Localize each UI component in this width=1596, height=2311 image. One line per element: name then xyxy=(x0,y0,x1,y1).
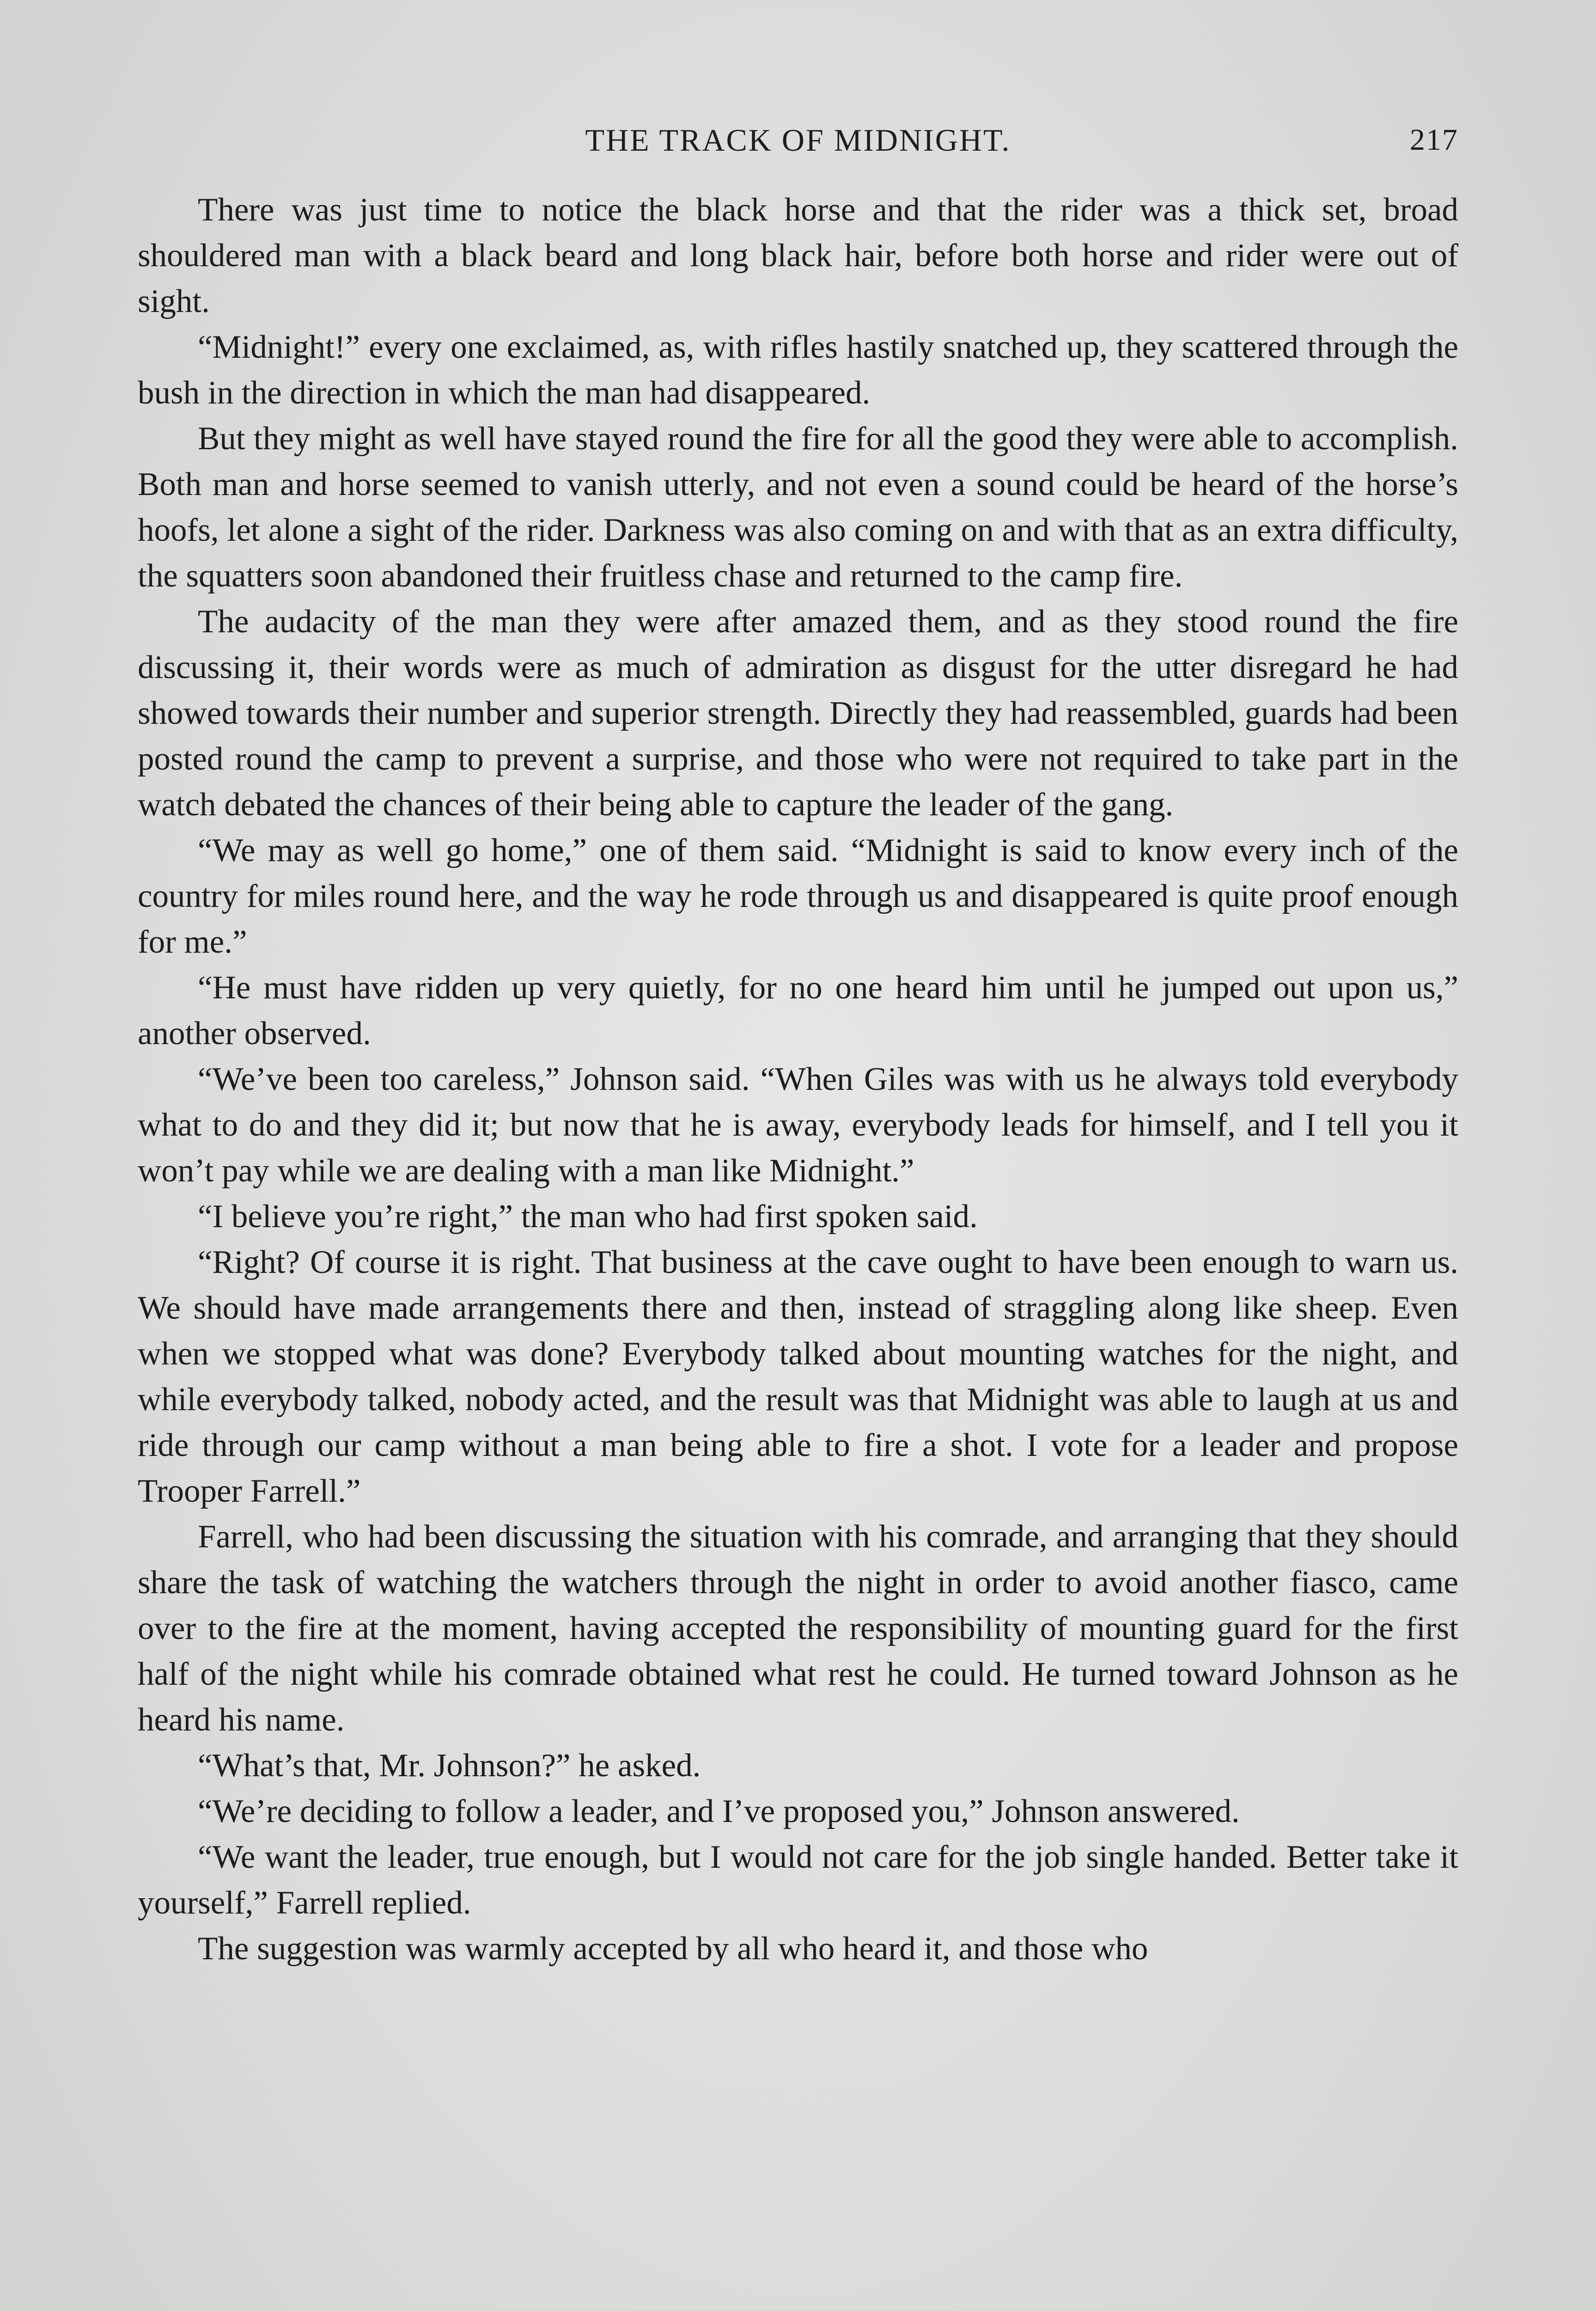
paragraph: “We may as well go home,” one of them said. “Midnight is said to know every inch of the country for miles round here, and the way he rode through us and disappeared is quite proof enough for me.” xyxy=(138,832,1458,960)
paragraph: The audacity of the man they were after amazed them, and as they stood round the fire discussing it, their words were as much of admiration as disgust for the utter disregard he had showed towards their number and superior strength. Directly they had reassembled, guards had been posted round the camp to prevent a surprise, and those who were not required to take part in the watch debated the chances of their being able to capture the leader of the gang. xyxy=(138,604,1458,823)
page-number: 217 xyxy=(1410,123,1458,157)
paragraph: “What’s that, Mr. Johnson?” he asked. xyxy=(198,1748,701,1784)
paragraph: “He must have ridden up very quietly, for no one heard him until he jumped out upon us,” another observed. xyxy=(138,970,1458,1052)
paragraph: But they might as well have stayed round the fire for all the good they were able to accomplish. Both man and horse seemed to vanish utterly, and not even a sound could be heard of the horse’s hoofs, let alone a sight of the rider. Darkness was also coming on and with that as an extra difficulty, the squatters soon abandoned their fruitless chase and returned to the camp fire. xyxy=(138,421,1458,594)
running-head xyxy=(138,119,1458,161)
page-title: THE TRACK OF MIDNIGHT. xyxy=(585,122,1011,158)
paragraph: “We’re deciding to follow a leader, and I’ve proposed you,” Johnson answered. xyxy=(198,1793,1240,1829)
paragraph: “We want the leader, true enough, but I would not care for the job single handed. Better take it yourself,” Farrell replied. xyxy=(138,1839,1458,1921)
paragraph: Farrell, who had been discussing the situation with his comrade, and arranging that they should share the task of watching the watchers through the night in order to avoid another fiasco, came over to the fire at the moment, having accepted the responsibility of mounting guard for the first half of the night while his comrade obtained what rest he could. He turned toward Johnson as he heard his name. xyxy=(138,1519,1458,1738)
paragraph: “We’ve been too careless,” Johnson said. “When Giles was with us he always told everybody what to do and they did it; but now that he is away, everybody leads for himself, and I tell you it won’t pay while we are dealing with a man like Midnight.” xyxy=(138,1061,1458,1189)
paragraph: The suggestion was warmly accepted by all who heard it, and those who xyxy=(198,1931,1148,1967)
text-body xyxy=(138,187,1458,1972)
paragraph: “Right? Of course it is right. That business at the cave ought to have been enough to warn us. We should have made arrangements there and then, instead of straggling along like sheep. Even when we stopped what was done? Everybody talked about mounting watches for the night, and while everybody talked, nobody acted, and the result was that Midnight was able to laugh at us and ride through our camp without a man being able to fire a shot. I vote for a leader and propose Trooper Farrell.” xyxy=(138,1244,1458,1509)
paragraph: “I believe you’re right,” the man who had first spoken said. xyxy=(198,1198,978,1235)
paragraph: There was just time to notice the black horse and that the rider was a thick set, broad shouldered man with a black beard and long black hair, before both horse and rider were out of sight. xyxy=(138,192,1458,319)
paragraph: “Midnight!” every one exclaimed, as, with rifles hastily snatched up, they scattered through the bush in the direction in which the man had disappeared. xyxy=(138,329,1458,411)
